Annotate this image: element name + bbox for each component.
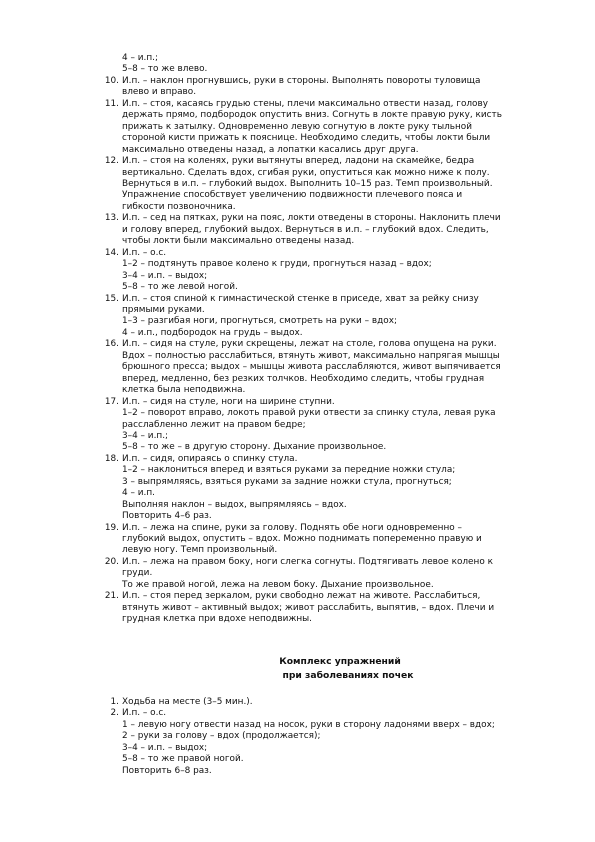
item-number: 18. [104, 453, 119, 464]
item-text-line: втянуть живот – активный выдох; живот расслабить, выпятив, – вдох. Плечи и [122, 602, 495, 613]
item-text-line: 4 – и.п. [122, 488, 155, 499]
list-item [92, 523, 562, 557]
list-item [92, 697, 562, 708]
item-number: 10. [104, 75, 119, 86]
item-text-line: груди. [122, 568, 153, 579]
item-text-line: 3 – выпрямляясь, взяться руками за задние ножки стула, прогнуться; [122, 476, 452, 487]
item-number: 1. [110, 697, 119, 707]
item-text-line: И.п. – сидя, опираясь о спинку стула. [122, 453, 298, 464]
item-text-line: И.п. – стоя на коленях, руки вытянуты вперед, ладони на скамейке, бедра [122, 156, 475, 167]
item-text-line: Упражнение способствует увеличению подвижности плечевого пояса и [122, 190, 463, 201]
list-item [92, 591, 562, 625]
item-text-line: 2 – руки за голову – вдох (продолжается); [122, 731, 321, 742]
list-item [92, 156, 562, 213]
item-text-line: клетка была неподвижна. [122, 385, 246, 396]
item-number: 12. [104, 156, 119, 167]
list-item [92, 454, 562, 523]
item-number: 14. [104, 247, 119, 258]
item-number: 2. [110, 708, 119, 719]
item-text-line: И.п. – стоя перед зеркалом, руки свободно лежат на животе. Расслабиться, [122, 591, 481, 602]
item-text-line: чтобы локти были максимально отведены назад. [122, 236, 355, 247]
item-number: 13. [104, 213, 119, 224]
item-text-line: И.п. – стоя, касаясь грудью стены, плечи максимально отвести назад, голову [122, 98, 488, 109]
item-text-line: 5–8 – то же левой ногой. [122, 282, 238, 293]
item-text-line: 1–2 – подтянуть правое колено к груди, прогнуться назад – вдох; [122, 259, 432, 270]
item-text-line: левую ногу. Темп произвольный. [122, 545, 278, 556]
item-text-line: 4 – и.п., подбородок на грудь – выдох. [122, 327, 303, 338]
list-item [92, 248, 562, 294]
exercise-list [92, 53, 562, 626]
item-text-line: 3–4 – и.п. – выдох; [122, 270, 208, 281]
item-text-line: грудная клетка при вдохе неподвижны. [122, 614, 312, 625]
item-text-line: вертикально. Сделать вдох, сгибая руки, опуститься как можно ниже к полу. [122, 167, 490, 178]
item-text-line: И.п. – сидя на стуле, ноги на ширине ступни. [122, 396, 335, 407]
list-item [92, 397, 562, 454]
item-text-line: И.п. – о.с. [122, 247, 167, 258]
list-item [92, 213, 562, 247]
item-number: 15. [104, 293, 119, 304]
item-number: 16. [104, 339, 119, 350]
item-text-line: максимально отведены назад, а лопатки касались друг друга. [122, 144, 419, 155]
item-text-line: 1–2 – наклониться вперед и взяться руками за передние ножки стула; [122, 465, 456, 476]
item-text-line: и голову вперед, глубокий выдох. Вернуться в и.п. – глубокий вдох. Следить, [122, 224, 489, 235]
heading-line-1: Комплекс упражнений [279, 656, 401, 667]
item-text-line: 1 – левую ногу отвести назад на носок, руки в сторону ладонями вверх – вдох; [122, 719, 495, 730]
item-text-line: Выполняя наклон – выдох, выпрямляясь – вдох. [122, 499, 347, 510]
item-text-line: Повторить 6–8 раз. [122, 765, 212, 776]
item-text-line: Вернуться в и.п. – глубокий выдох. Выполнить 10–15 раз. Темп произвольный. [122, 178, 493, 189]
item-text-line: 5–8 – то же – в другую сторону. Дыхание произвольное. [122, 442, 387, 453]
item-text-line: расслабленно лежит на правом бедре; [122, 419, 306, 430]
item-text-line: вперед, медленно, без резких толчков. Необходимо следить, чтобы грудная [122, 373, 485, 384]
list-item [92, 99, 562, 156]
item-text-line: И.п. – сед на пятках, руки на пояс, локти отведены в стороны. Наклонить плечи [122, 213, 501, 224]
item-text-line: влево и вправо. [122, 87, 197, 98]
item-text-line: глубокий выдох, опустить – вдох. Можно поднимать попеременно правую и [122, 534, 482, 545]
item-text-line: 1–3 – разгибая ноги, прогнуться, смотреть на руки – вдох; [122, 316, 397, 327]
item-text-line: брюшного пресса; выдох – мышцы живота расслабляются, живот выпячивается [122, 362, 501, 373]
item-number: 19. [104, 522, 119, 533]
item-text-line: 5–8 – то же правой ногой. [122, 754, 244, 765]
item-text-line: И.п. – лежа на спине, руки за голову. Поднять обе ноги одновременно – [122, 522, 462, 533]
item-text-line: Ходьба на месте (3–5 мин.). [122, 697, 253, 707]
item-text-line: 3–4 – и.п.; [122, 430, 169, 441]
item-text-line: И.п. – наклон прогнувшись, руки в стороны. Выполнять повороты туловища [122, 75, 481, 86]
item-text-line: гибкости позвоночника. [122, 201, 236, 212]
item-text-line: И.п. – о.с. [122, 708, 167, 719]
item-text-line: Повторить 4–6 раз. [122, 511, 212, 522]
list-item [92, 294, 562, 340]
item-text-line: 4 – и.п.; [122, 53, 158, 63]
list-item [92, 339, 562, 396]
kidney-exercise-list [92, 697, 562, 777]
list-item [92, 708, 562, 777]
item-number: 11. [104, 98, 119, 109]
item-text-line: прямыми руками. [122, 304, 205, 315]
heading-line-2: при заболеваниях почек [282, 669, 414, 681]
item-text-line: То же правой ногой, лежа на левом боку. Дыхание произвольное. [122, 579, 434, 590]
item-text-line: И.п. – лежа на правом боку, ноги слегка согнуты. Подтягивать левое колено к [122, 556, 493, 567]
section-heading [240, 655, 440, 682]
item-number: 17. [104, 396, 119, 407]
item-text-line: стороной кисти прижать к пояснице. Необходимо следить, чтобы локти были [122, 133, 491, 144]
list-item [92, 53, 562, 76]
item-text-line: 5–8 – то же влево. [122, 64, 208, 75]
list-item [92, 557, 562, 591]
item-text-line: Вдох – полностью расслабиться, втянуть живот, максимально напрягая мышцы [122, 350, 500, 361]
item-text-line: 3–4 – и.п. – выдох; [122, 742, 208, 753]
item-number: 20. [104, 556, 119, 567]
item-number: 21. [104, 591, 119, 602]
item-text-line: И.п. – стоя спиной к гимнастической стенке в приседе, хват за рейку снизу [122, 293, 479, 304]
item-text-line: прижать к затылку. Одновременно левую согнутую в локте руку тыльной [122, 121, 473, 132]
item-text-line: держать прямо, подбородок опустить вниз. Согнуть в локте правую руку, кисть [122, 110, 502, 121]
item-text-line: 1–2 – поворот вправо, локоть правой руки отвести за спинку стула, левая рука [122, 408, 496, 419]
list-item [92, 76, 562, 99]
item-text-line: И.п. – сидя на стуле, руки скрещены, лежат на столе, голова опущена на руки. [122, 339, 497, 350]
